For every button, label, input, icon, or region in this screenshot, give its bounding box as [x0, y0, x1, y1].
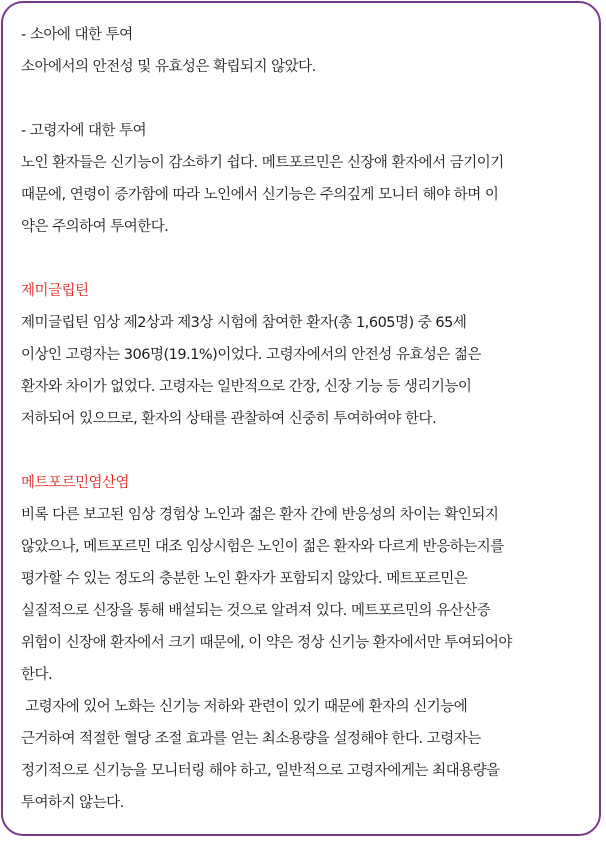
text-line: 위험이 신장애 환자에서 크기 때문에, 이 약은 정상 신기능 환자에서만 투여되어야	[21, 635, 512, 651]
spacer	[21, 435, 589, 467]
spacer	[21, 243, 589, 275]
section-metformin	[21, 467, 589, 819]
text-line: 실질적으로 신장을 통해 배설되는 것으로 알려져 있다. 메트포르민의 유산산증	[21, 603, 491, 619]
section-heading: - 고령자에 대한 투여	[21, 123, 147, 139]
text-line: 비록 다른 보고된 임상 경험상 노인과 젊은 환자 간에 반응성의 차이는 확인되지	[21, 507, 499, 523]
card-content	[21, 19, 589, 819]
info-card	[1, 1, 601, 836]
text-line: 고령자에 있어 노화는 신기능 저하와 관련이 있기 때문에 환자의 신기능에	[21, 699, 468, 715]
text-line: 환자와 차이가 없었다. 고령자는 일반적으로 간장, 신장 기능 등 생리기능이	[21, 379, 472, 395]
section-heading: - 소아에 대한 투여	[21, 27, 133, 43]
text-line: 제미글립틴 임상 제2상과 제3상 시험에 참여한 환자(총 1,605명) 중 65세	[21, 315, 467, 331]
text-line: 근거하여 적절한 혈당 조절 효과를 얻는 최소용량을 설정해야 한다. 고령자는	[21, 731, 481, 747]
text-line: 소아에서의 안전성 및 유효성은 확립되지 않았다.	[21, 59, 316, 75]
text-line: 노인 환자들은 신기능이 감소하기 쉽다. 메트포르민은 신장애 환자에서 금기이기	[21, 155, 504, 171]
text-line: 이상인 고령자는 306명(19.1%)이었다. 고령자에서의 안전성 유효성은 젊은	[21, 347, 481, 363]
text-line: 저하되어 있으므로, 환자의 상태를 관찰하여 신중히 투여하여야 한다.	[21, 411, 437, 427]
section-gemigliptin	[21, 275, 589, 435]
text-line: 약은 주의하여 투여한다.	[21, 219, 169, 235]
text-line: 때문에, 연령이 증가함에 따라 노인에서 신기능은 주의깊게 모니터 해야 하며 이	[21, 187, 499, 203]
section-elderly	[21, 115, 589, 243]
section-heading: 메트포르민염산염	[21, 475, 130, 491]
text-line: 한다.	[21, 667, 53, 683]
section-heading: 제미글립틴	[21, 283, 89, 299]
section-pediatric	[21, 19, 589, 83]
text-line: 투여하지 않는다.	[21, 795, 124, 811]
text-line: 정기적으로 신기능을 모니터링 해야 하고, 일반적으로 고령자에게는 최대용량을	[21, 763, 500, 779]
text-line: 않았으나, 메트포르민 대조 임상시험은 노인이 젊은 환자와 다르게 반응하는지를	[21, 539, 504, 555]
spacer	[21, 83, 589, 115]
text-line: 평가할 수 있는 정도의 충분한 노인 환자가 포함되지 않았다. 메트포르민은	[21, 571, 468, 587]
